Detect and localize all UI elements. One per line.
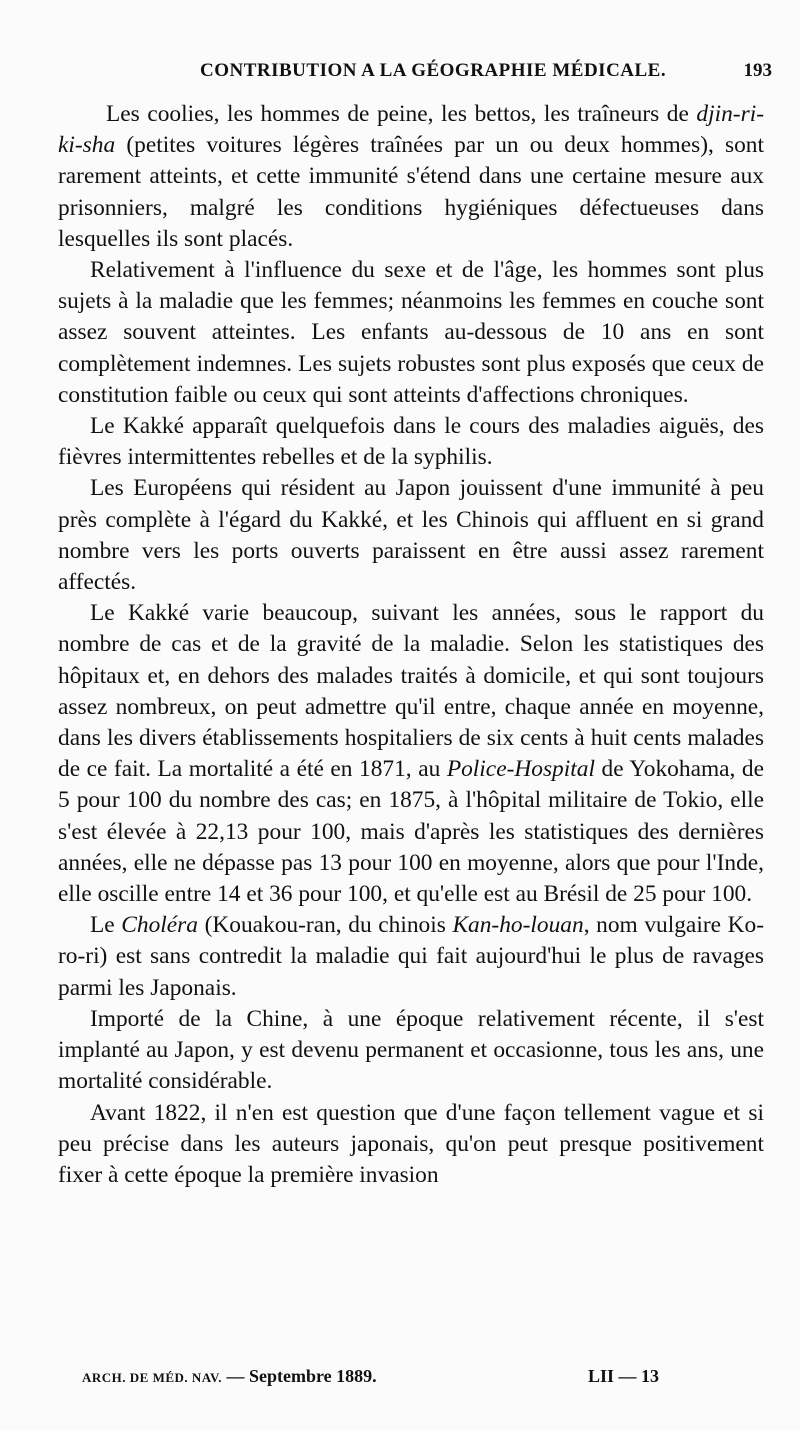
- issue-date: — Septembre 1889.: [221, 1366, 377, 1386]
- paragraph-3: Le Kakké apparaît quelquefois dans le cours des maladies aiguës, des fièvres intermittentes rebelles et de la syphilis.: [58, 413, 764, 471]
- paragraph-8: Avant 1822, il n'en est question que d'une façon tellement vague et si peu précise dans les auteurs japonais, qu'on peut presque positivement fixer à cette époque la première invasion: [58, 1099, 764, 1188]
- signature-mark: LII — 13: [588, 1366, 660, 1386]
- paragraph-1-part-a: Les coolies, les hommes de peine, les bettos, les traîneurs de: [106, 101, 697, 127]
- term-cholera: Choléra: [121, 912, 198, 939]
- paragraph-7: Importé de la Chine, à une époque relativement récente, il s'est implanté au Japon, y est devenu permanent et occasionne, tous les ans, une mortalité considérable.: [58, 1005, 764, 1095]
- paragraph-6-part-a: Le: [90, 912, 122, 939]
- paragraph-5: [58, 598, 764, 910]
- paragraph-1: [58, 99, 764, 255]
- body-text: [58, 99, 764, 1191]
- term-police-hospital: Police-Hospital: [446, 756, 595, 783]
- paragraph-5-part-b: de Yokohama, de 5 pour 100 du nombre des cas; en 1875, à l'hôpital militaire de Tokio, elle s'est élevée à 22,13 pour 100, mais d'après les statistiques des dernières années, elle ne dépasse pas 13 pour 100 en moyenne, alors que pour l'Inde, elle oscille entre 14 et 36 pour 100, et qu'elle est au Brésil de 25 pour 100.: [58, 756, 765, 908]
- footer-citation: [82, 1366, 377, 1387]
- page-number: 193: [743, 60, 772, 81]
- term-djin-ri-ki-sha: djin-ri-ki-sha: [58, 101, 764, 159]
- running-title: CONTRIBUTION A LA GÉOGRAPHIE MÉDICALE.: [200, 60, 667, 81]
- paragraph-5-part-a: Le Kakké varie beaucoup, suivant les années, sous le rapport du nombre de cas et de la gravité de la maladie. Selon les statistiques des hôpitaux et, en dehors des malades traités à domicile, et qui sont toujours assez nombreux, on peut admettre qu'il entre, chaque année en moyenne, dans les divers établissements hospitaliers de six cents à huit cents malades de ce fait. La mortalité a été en 1871, au: [58, 600, 764, 783]
- paragraph-6-part-b: (Kouakou-ran, du chinois: [197, 912, 453, 939]
- journal-abbrev: ARCH. DE MÉD. NAV.: [82, 1370, 222, 1385]
- paragraph-6: [58, 910, 764, 1004]
- term-kan-ho-louan: Kan-ho-louan: [452, 912, 584, 939]
- paragraph-6-part-c: , nom vulgaire Ko-ro-ri) est sans contredit la maladie qui fait aujourd'hui le plus de ravages parmi les Japonais.: [58, 912, 764, 1001]
- paragraph-1-part-b: (petites voitures légères traînées par un ou deux hommes), sont rarement atteints, et cette immunité s'étend dans une certaine mesure aux prisonniers, malgré les conditions hygiéniques défectueuses dans lesquelles ils sont placés.: [58, 132, 764, 252]
- paragraph-2: Relativement à l'influence du sexe et de l'âge, les hommes sont plus sujets à la maladie que les femmes; néanmoins les femmes en couche sont assez souvent atteintes. Les enfants au-dessous de 10 ans en sont complètement indemnes. Les sujets robustes sont plus exposés que ceux de constitution faible ou ceux qui sont atteints d'affections chroniques.: [58, 257, 764, 408]
- paragraph-4: Les Européens qui résident au Japon jouissent d'une immunité à peu près complète à l'égard du Kakké, et les Chinois qui affluent en si grand nombre vers les ports ouverts paraissent en être aussi assez rarement affectés.: [58, 475, 764, 596]
